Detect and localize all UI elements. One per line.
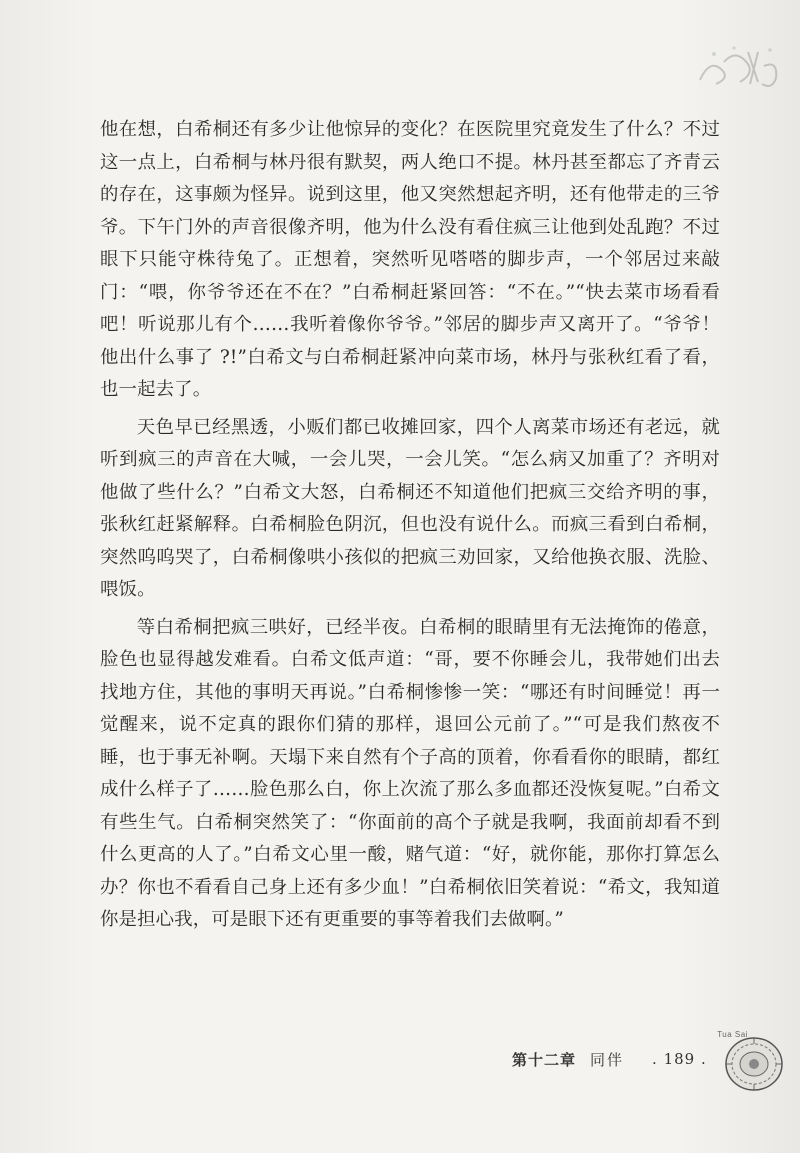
paragraph-3: 等白希桐把疯三哄好，已经半夜。白希桐的眼睛里有无法掩饰的倦意，脸色也显得越发难看。白希文低声道：“哥，要不你睡会儿，我带她们出去找地方住，其他的事明天再说。”白希桐惨惨一笑：“哪还有时间睡觉！再一觉醒来，说不定真的跟你们猜的那样，退回公元前了。”“可是我们熬夜不睡，也于事无补啊。天塌下来自然有个子高的顶着，你看看你的眼睛，都红成什么样子了……脸色那么白，你上次流了那么多血都还没恢复呢。”白希文有些生气。白希桐突然笑了：“你面前的高个子就是我啊，我面前却看不到什么更高的人了。”白希文心里一酸，赌气道：“好，就你能，那你打算怎么办？你也不看看自己身上还有多少血！”白希桐依旧笑着说：“希文，我知道你是担心我，可是眼下还有更重要的事等着我们去做啊。” (100, 616, 720, 930)
page-footer (512, 1044, 707, 1074)
chapter-label: 第十二章 (512, 1050, 577, 1069)
series-logo-icon (694, 40, 782, 94)
paragraph-1: 他在想，白希桐还有多少让他惊异的变化？在医院里究竟发生了什么？不过这一点上，白希桐与林丹很有默契，两人绝口不提。林丹甚至都忘了齐青云的存在，这事颇为怪异。说到这里，他又突然想起齐明，还有他带走的三爷爷。下午门外的声音很像齐明，他为什么没有看住疯三让他到处乱跑？不过眼下只能守株待兔了。正想着，突然听见嗒嗒的脚步声，一个邻居过来敲门：“喂，你爷爷还在不在？”白希桐赶紧回答：“不在。”“快去菜市场看看吧！听说那儿有个……我听着像你爷爷。”邻居的脚步声又离开了。“爷爷！他出什么事了 ?!”白希文与白希桐赶紧冲向菜市场，林丹与张秋红看了看，也一起去了。 (100, 119, 720, 400)
chapter-title: 同伴 (590, 1050, 625, 1069)
page-number: . 189 . (652, 1050, 707, 1068)
body-text (100, 114, 720, 937)
decorative-medallion-icon (718, 1022, 784, 1094)
paragraph-2: 天色早已经黑透，小贩们都已收摊回家，四个人离菜市场还有老远，就听到疯三的声音在大喊，一会儿哭，一会儿笑。“怎么病又加重了？齐明对他做了些什么？”白希文大怒，白希桐还不知道他们把疯三交给齐明的事，张秋红赶紧解释。白希桐脸色阴沉，但也没有说什么。而疯三看到白希桐，突然呜呜哭了，白希桐像哄小孩似的把疯三劝回家，又给他换衣服、洗脸、喂饭。 (100, 416, 720, 600)
badge-text: Tua Sai (717, 1030, 748, 1039)
